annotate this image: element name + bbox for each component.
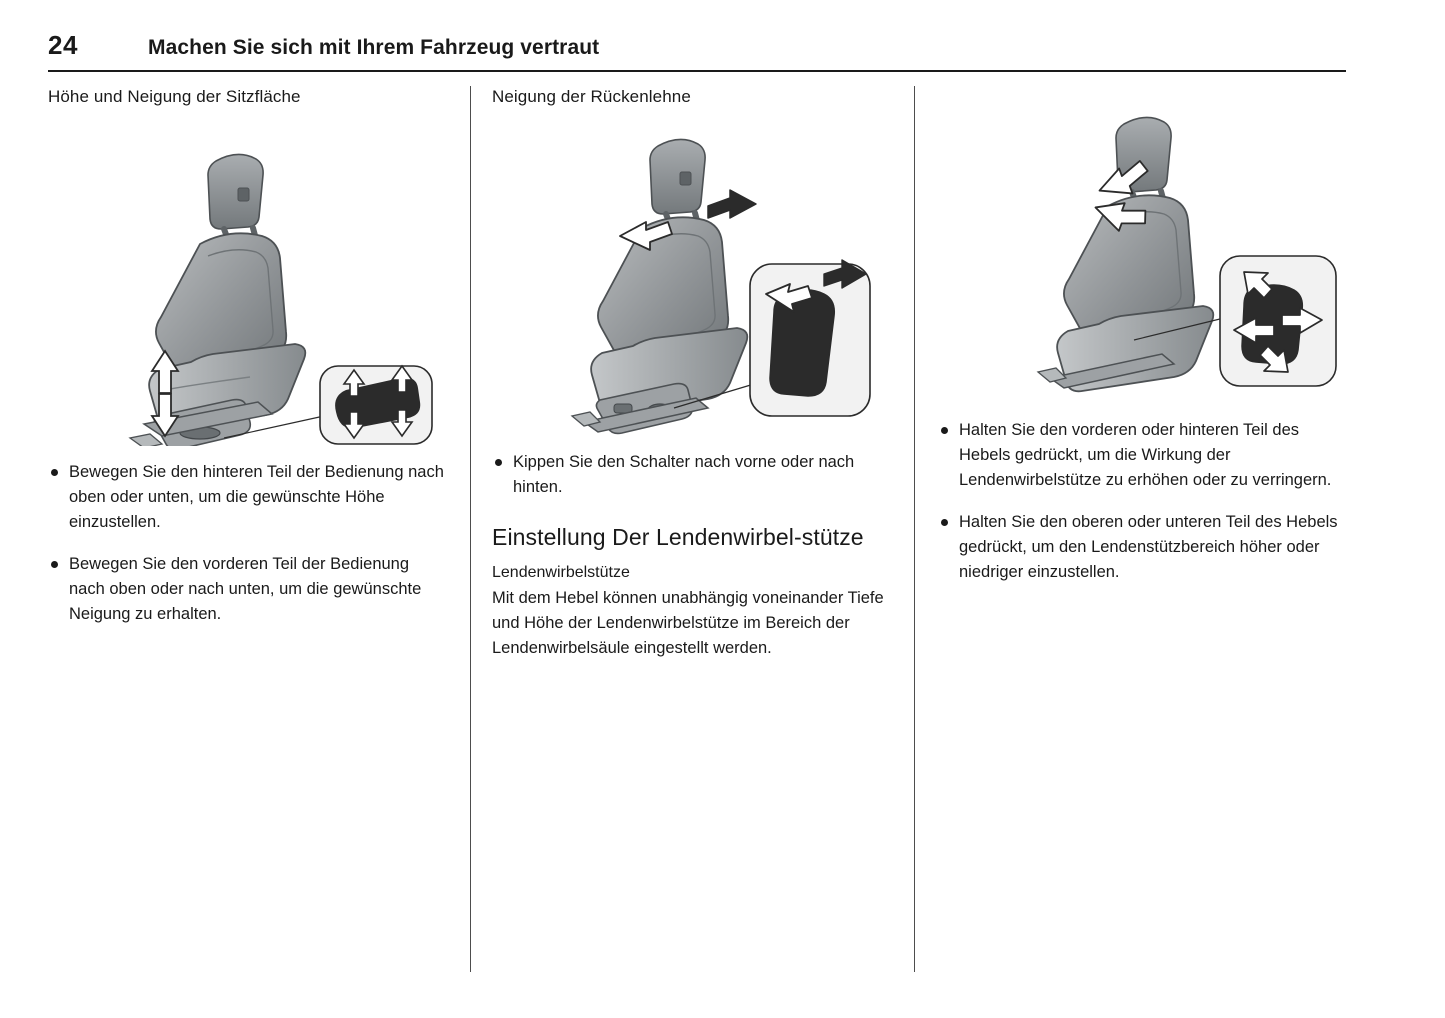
list-item: Halten Sie den oberen oder unteren Teil des Hebels gedrückt, um den Lendenstützbereich höher oder niedriger einzustellen.	[938, 510, 1338, 585]
content-columns	[48, 86, 1398, 976]
column-divider-2	[914, 86, 915, 972]
column-1-heading: Höhe und Neigung der Sitzfläche	[48, 87, 301, 106]
page-number: 24	[48, 30, 78, 60]
list-item: Kippen Sie den Schalter nach vorne oder nach hinten.	[492, 450, 892, 500]
page-header	[48, 30, 1348, 61]
list-item: Halten Sie den vorderen oder hinteren Teil des Hebels gedrückt, um die Wirkung der Lendenwirbelstütze zu erhöhen oder zu verringern.	[938, 418, 1338, 493]
column-2-bullet-list	[492, 450, 892, 500]
section-title-lumbar: Einstellung Der Lendenwirbel-stütze	[492, 524, 864, 550]
column-divider-1	[470, 86, 471, 972]
lumbar-body-text: Mit dem Hebel können unabhängig voneinander Tiefe und Höhe der Lendenwirbelstütze im Bereich der Lendenwirbelsäule eingestellt werden.	[492, 589, 884, 657]
seat-height-tilt-illustration	[48, 116, 448, 446]
header-divider	[48, 70, 1346, 72]
backrest-tilt-illustration	[492, 116, 892, 436]
page-title: Machen Sie sich mit Ihrem Fahrzeug vertraut	[148, 36, 600, 59]
column-1	[48, 86, 448, 976]
column-2	[492, 86, 892, 976]
column-1-bullet-list	[48, 460, 448, 627]
column-3-bullet-list	[938, 418, 1338, 585]
list-item: Bewegen Sie den vorderen Teil der Bedienung nach oben oder nach unten, um die gewünschte Neigung zu erhalten.	[48, 552, 448, 627]
column-3	[938, 86, 1338, 976]
column-2-heading: Neigung der Rückenlehne	[492, 87, 691, 106]
lumbar-support-illustration	[938, 104, 1338, 404]
list-item: Bewegen Sie den hinteren Teil der Bedienung nach oben oder unten, um die gewünschte Höhe einzustellen.	[48, 460, 448, 535]
sub-heading-lumbar: Lendenwirbelstütze	[492, 564, 630, 581]
